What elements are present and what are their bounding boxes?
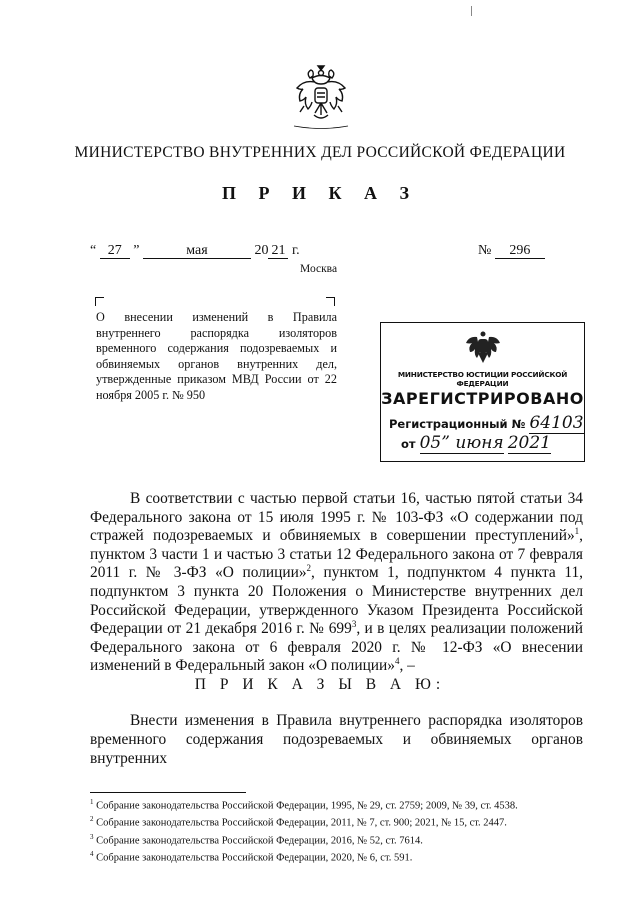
stamp-ministry: МИНИСТЕРСТВО ЮСТИЦИИ РОССИЙСКОЙ ФЕДЕРАЦИИ bbox=[397, 370, 568, 388]
footnote-text: Собрание законодательства Российской Федерации, 1995, № 29, ст. 2759; 2009, № 39, ст. 4538. bbox=[96, 800, 518, 812]
footnote-text: Собрание законодательства Российской Федерации, 2011, № 7, ст. 900; 2021, № 15, ст. 2447. bbox=[96, 817, 507, 829]
footnote-number: 3 bbox=[90, 832, 94, 841]
order-body bbox=[90, 711, 583, 768]
footnote bbox=[90, 848, 590, 865]
document-type-title: П Р И К А З bbox=[221, 183, 419, 203]
stamp-reg-number: 64103 bbox=[529, 413, 584, 433]
footnote-ref-1: 1 bbox=[574, 526, 580, 537]
footnote-text: Собрание законодательства Российской Федерации, 2016, № 52, ст. 7614. bbox=[96, 835, 423, 847]
number-sign: № bbox=[478, 243, 492, 258]
footnotes bbox=[90, 796, 590, 865]
registration-stamp bbox=[380, 322, 585, 462]
date-quote-close: ” bbox=[133, 243, 140, 258]
preamble-text-2: , пунктом 3 части 1 и частью 3 статьи 12 Федерального закона от 7 февраля 2011 г. № 3-ФЗ «О полиции» bbox=[90, 527, 583, 582]
coat-of-arms-emblem bbox=[290, 62, 352, 130]
number-value: 296 bbox=[495, 244, 545, 259]
stamp-emblem-icon bbox=[465, 329, 501, 369]
stamp-reg-label: Регистрационный № bbox=[389, 417, 526, 431]
date-quote-open: “ bbox=[90, 243, 97, 258]
order-directive-word: П Р И К А З Ы В А Ю: bbox=[194, 676, 446, 693]
city: Москва bbox=[300, 263, 338, 275]
date-year-word: г. bbox=[291, 243, 300, 258]
date-day: 27 bbox=[100, 244, 130, 259]
date-year-suffix: 21 bbox=[268, 244, 288, 259]
footnote-ref-3: 3 bbox=[351, 619, 357, 630]
footnote-separator bbox=[90, 792, 246, 793]
footnote-number: 2 bbox=[90, 815, 94, 824]
preamble-paragraph bbox=[90, 490, 583, 676]
stamp-status: ЗАРЕГИСТРИРОВАНО bbox=[381, 389, 584, 408]
stamp-date-label: от bbox=[401, 437, 416, 451]
scan-mark bbox=[471, 6, 472, 16]
subject-bracket-left bbox=[95, 297, 104, 306]
footnote-ref-4: 4 bbox=[394, 656, 400, 667]
preamble-text-3: , пунктом 1, подпунктом 4 пункта 11, подпунктом 3 пункта 20 Положения о Министерстве внутренних дел Российской Федерации, утвержденного Указом Президента Российской Федерации от 21 декабря 2016 г. № 699 bbox=[90, 564, 584, 638]
stamp-date bbox=[401, 433, 551, 453]
footnote bbox=[90, 813, 590, 830]
stamp-year-value: 2021 bbox=[507, 433, 551, 453]
stamp-registration-number bbox=[389, 413, 584, 433]
footnote-ref-2: 2 bbox=[306, 563, 312, 574]
order-subject: О внесении изменений в Правила внутреннего распорядка изоляторов временного содержания подозреваемых и обвиняемых органов внутренних дел, утвержденные приказом МВД России от 22 ноября 2005 г. № 950 bbox=[96, 310, 337, 402]
order-paragraph-1: Внести изменения в Правила внутреннего распорядка изоляторов временного содержания подозреваемых и обвиняемых органов внутренних bbox=[90, 712, 583, 767]
date-year-prefix: 20 bbox=[254, 243, 269, 258]
preamble-text-1: В соответствии с частью первой статьи 16, частью пятой статьи 34 Федерального закона от 15 июля 1995 г. № 103-ФЗ «О содержании под стражей подозреваемых и обвиняемых в совершении преступлений» bbox=[90, 490, 583, 545]
footnote-number: 4 bbox=[90, 849, 94, 858]
footnote bbox=[90, 796, 590, 813]
footnote-number: 1 bbox=[90, 798, 94, 806]
preamble-text-4: , и в целях реализации положений Федерального закона от 6 февраля 2020 г. № 12-ФЗ «О внесении изменений в Федеральный закон «О полиции» bbox=[90, 620, 583, 675]
order-date bbox=[90, 243, 300, 259]
subject-bracket-right bbox=[326, 297, 335, 306]
order-preamble bbox=[90, 490, 583, 676]
order-number bbox=[478, 243, 545, 259]
footnote-text: Собрание законодательства Российской Федерации, 2020, № 6, ст. 591. bbox=[96, 852, 413, 864]
date-month: мая bbox=[143, 244, 251, 259]
preamble-text-5: , – bbox=[399, 657, 415, 675]
footnote bbox=[90, 831, 590, 848]
ministry-name: МИНИСТЕРСТВО ВНУТРЕННИХ ДЕЛ РОССИЙСКОЙ ФЕДЕРАЦИИ bbox=[74, 144, 566, 161]
stamp-date-value: 05” июня bbox=[419, 433, 504, 453]
